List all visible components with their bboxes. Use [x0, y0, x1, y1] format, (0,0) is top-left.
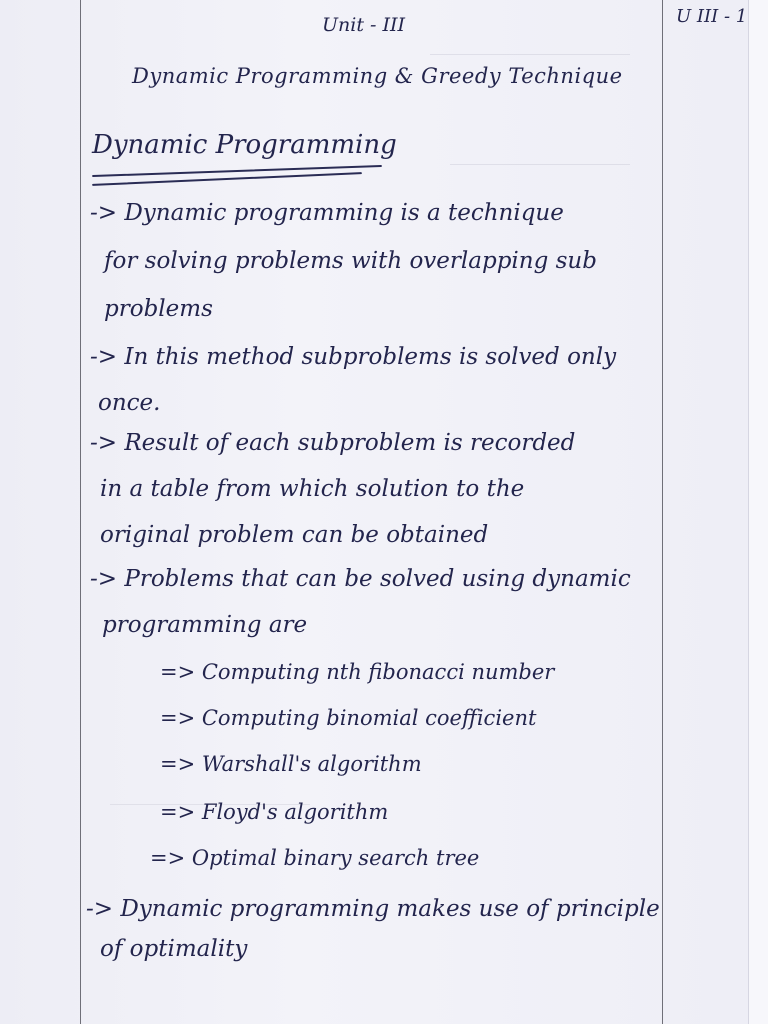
bleed-through-mark [430, 40, 630, 55]
body-line: -> Dynamic programming is a technique [90, 200, 564, 226]
body-line: original problem can be obtained [100, 522, 489, 548]
example-item: => Optimal binary search tree [150, 846, 480, 870]
body-line: problems [104, 296, 213, 322]
body-line: for solving problems with overlapping sub [104, 248, 597, 274]
section-title: Dynamic Programming [92, 130, 397, 160]
body-line: -> Dynamic programming makes use of principle [86, 896, 660, 922]
body-line: -> Problems that can be solved using dynamic [90, 566, 631, 592]
example-item: => Computing binomial coefficient [160, 706, 537, 730]
body-line: -> Result of each subproblem is recorded [90, 430, 576, 456]
body-line: in a table from which solution to the [100, 476, 525, 502]
example-item: => Floyd's algorithm [160, 800, 389, 824]
page-edge [748, 0, 768, 1024]
chapter-title: Dynamic Programming & Greedy Technique [132, 64, 623, 88]
body-line: programming are [102, 612, 308, 638]
example-item: => Computing nth fibonacci number [160, 660, 555, 684]
body-line: -> In this method subproblems is solved only [90, 344, 617, 370]
bleed-through-mark [450, 150, 630, 165]
page-number: U III - 1 [676, 6, 748, 27]
right-margin-line [662, 0, 663, 1024]
unit-label: Unit - III [322, 14, 405, 36]
body-line: of optimality [100, 936, 248, 962]
example-item: => Warshall's algorithm [160, 752, 422, 776]
body-line: once. [98, 390, 161, 416]
left-margin-line [80, 0, 81, 1024]
